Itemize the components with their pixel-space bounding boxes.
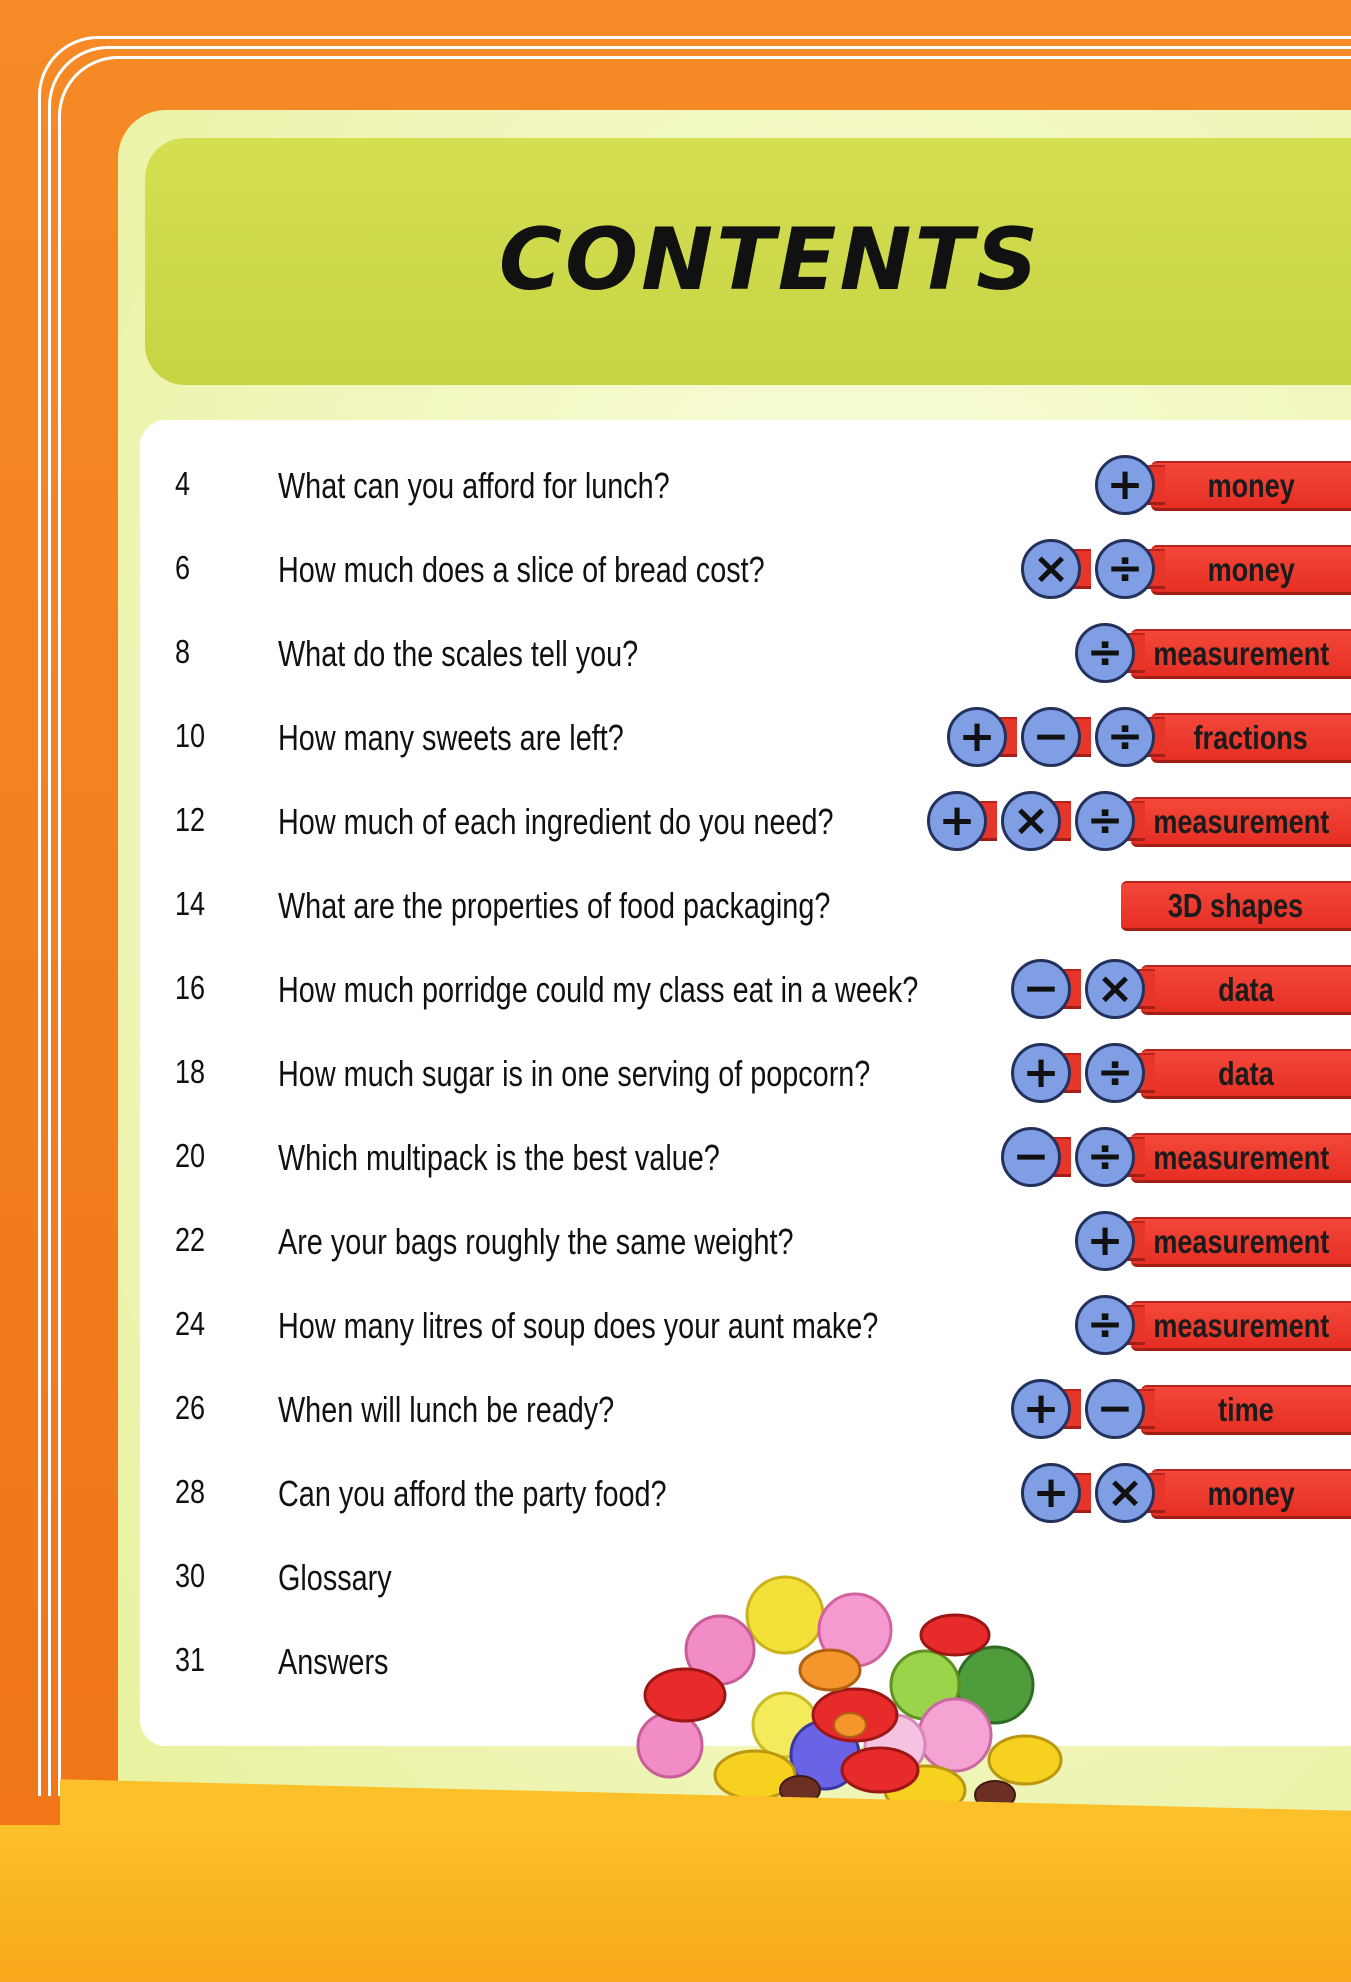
toc-page-number: 26 [175, 1389, 206, 1426]
toc-page-number: 14 [175, 885, 206, 922]
divide-icon: ÷ [1075, 791, 1135, 851]
divide-icon: ÷ [1095, 707, 1155, 767]
toc-row[interactable] [0, 1043, 1351, 1103]
toc-row[interactable] [0, 959, 1351, 1019]
toc-page-number: 22 [175, 1221, 206, 1258]
topic-tag [1141, 965, 1351, 1015]
toc-row[interactable] [0, 1211, 1351, 1271]
toc-entry-title[interactable]: How much porridge could my class eat in a week? [278, 969, 919, 1010]
topic-tag-label: 3D shapes [1168, 886, 1304, 924]
multiply-icon: × [1085, 959, 1145, 1019]
toc-entry-title[interactable]: What are the properties of food packaging? [278, 885, 831, 926]
plus-icon: + [1011, 1043, 1071, 1103]
toc-entry-title[interactable]: When will lunch be ready? [278, 1389, 615, 1430]
toc-page-number: 8 [175, 633, 191, 670]
toc-row[interactable] [0, 1379, 1351, 1439]
bottom-band [0, 1825, 1351, 1982]
topic-tag [1141, 1385, 1351, 1435]
toc-page-number: 16 [175, 969, 206, 1006]
divide-icon: ÷ [1085, 1043, 1145, 1103]
sweets-pile-illustration [625, 1575, 1065, 1805]
plus-icon: + [1095, 455, 1155, 515]
toc-row[interactable] [0, 791, 1351, 851]
toc-page-number: 28 [175, 1473, 206, 1510]
topic-tag [1131, 797, 1351, 847]
divide-icon: ÷ [1095, 539, 1155, 599]
toc-entry-title[interactable]: Answers [278, 1641, 389, 1682]
toc-page-number: 24 [175, 1305, 206, 1342]
page-title: CONTENTS [498, 210, 1042, 310]
toc-row[interactable] [0, 1127, 1351, 1187]
topic-tag [1131, 1217, 1351, 1267]
minus-icon: − [1011, 959, 1071, 1019]
toc-row[interactable] [0, 1463, 1351, 1523]
toc-entry-title[interactable]: How much sugar is in one serving of popcorn? [278, 1053, 871, 1094]
topic-tag [1151, 713, 1351, 763]
toc-entry-title[interactable]: Are your bags roughly the same weight? [278, 1221, 794, 1262]
divide-icon: ÷ [1075, 1127, 1135, 1187]
toc-page-number: 18 [175, 1053, 206, 1090]
topic-tag-label: data [1218, 1054, 1274, 1092]
toc-row[interactable] [0, 539, 1351, 599]
toc-row[interactable] [0, 1295, 1351, 1355]
divide-icon: ÷ [1075, 1295, 1135, 1355]
toc-page-number: 31 [175, 1641, 206, 1678]
toc-entry-title[interactable]: Which multipack is the best value? [278, 1137, 720, 1178]
topic-tag [1151, 545, 1351, 595]
toc-entry-title[interactable]: How many litres of soup does your aunt make? [278, 1305, 879, 1346]
toc-row[interactable] [0, 875, 1351, 935]
plus-icon: + [927, 791, 987, 851]
topic-tag [1131, 1133, 1351, 1183]
topic-tag-label: money [1207, 550, 1295, 588]
topic-tag-label: measurement [1153, 802, 1329, 840]
toc-entry-title[interactable]: Glossary [278, 1557, 392, 1598]
topic-tag-label: data [1218, 970, 1274, 1008]
topic-tag [1131, 629, 1351, 679]
toc-entry-title[interactable]: How much of each ingredient do you need? [278, 801, 834, 842]
topic-tag [1151, 461, 1351, 511]
topic-tag [1121, 881, 1351, 931]
multiply-icon: × [1095, 1463, 1155, 1523]
topic-tag-label: measurement [1153, 1222, 1329, 1260]
plus-icon: + [1021, 1463, 1081, 1523]
topic-tag-label: measurement [1153, 634, 1329, 672]
toc-entry-title[interactable]: Can you afford the party food? [278, 1473, 667, 1514]
plus-icon: + [1075, 1211, 1135, 1271]
toc-page-number: 12 [175, 801, 206, 838]
toc-row[interactable] [0, 623, 1351, 683]
toc-row[interactable] [0, 707, 1351, 767]
toc-page-number: 20 [175, 1137, 206, 1174]
topic-tag-label: time [1218, 1390, 1274, 1428]
topic-tag [1151, 1469, 1351, 1519]
toc-entry-title[interactable]: How many sweets are left? [278, 717, 624, 758]
toc-row[interactable] [0, 455, 1351, 515]
toc-page-number: 6 [175, 549, 191, 586]
minus-icon: − [1001, 1127, 1061, 1187]
topic-tag-label: fractions [1193, 718, 1309, 756]
toc-entry-title[interactable]: What can you afford for lunch? [278, 465, 670, 506]
topic-tag [1131, 1301, 1351, 1351]
topic-tag [1141, 1049, 1351, 1099]
minus-icon: − [1021, 707, 1081, 767]
toc-page-number: 10 [175, 717, 206, 754]
toc-page-number: 4 [175, 465, 191, 502]
topic-tag-label: money [1207, 466, 1295, 504]
topic-tag-label: measurement [1153, 1306, 1329, 1344]
toc-entry-title[interactable]: How much does a slice of bread cost? [278, 549, 765, 590]
toc-page-number: 30 [175, 1557, 206, 1594]
toc-entry-title[interactable]: What do the scales tell you? [278, 633, 639, 674]
minus-icon: − [1085, 1379, 1145, 1439]
topic-tag-label: measurement [1153, 1138, 1329, 1176]
plus-icon: + [1011, 1379, 1071, 1439]
topic-tag-label: money [1207, 1474, 1295, 1512]
multiply-icon: × [1021, 539, 1081, 599]
plus-icon: + [947, 707, 1007, 767]
multiply-icon: × [1001, 791, 1061, 851]
divide-icon: ÷ [1075, 623, 1135, 683]
